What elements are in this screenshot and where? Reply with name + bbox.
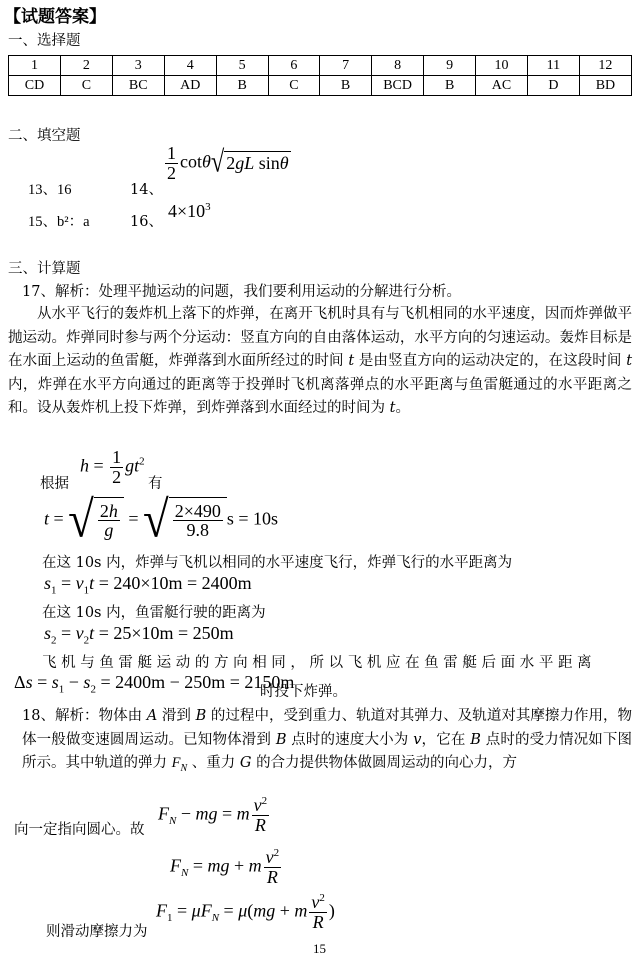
q18-text-friction: 则滑动摩擦力为 [46,924,148,940]
question-number-cell: 12 [579,56,631,76]
question-number-cell: 11 [528,56,580,76]
answer-cell: AC [475,76,527,96]
answer-cell: B [424,76,476,96]
answer-14-formula: $\frac{1}{2}$ cotθ √ 2 gL sin θ [167,143,289,183]
page-number: 15 [313,941,326,956]
q17-text-4: 飞 机 与 鱼 雷 艇 运 动 的 方 向 相 同 ， 所 以 飞 机 应 在 鱼 雷 艇 后 面 水 平 距 离 [42,655,592,671]
answer-cell: BCD [371,76,423,96]
question-number-cell: 3 [112,56,164,76]
equation-s1: $s_1 = v_1t = 240\times 10m = 2400m$ [44,573,252,597]
q18-paragraph: 18、解析：物体由 A 滑到 B 的过程中，受到重力、轨道对其弹力、及轨道对其摩擦力作用，物体一般做变速圆周运动。已知物体滑到 B 点时的速度大小为 v，它在 B 点时的受力情况如下图所示。其中轨道的弹力 $F_N$ 、重力 G 的合力提供物体做圆周运动的向心力，方 [22,708,633,774]
equation-s2: $s_2 = v_2t = 25\times 10m = 250m$ [44,623,234,647]
answer-16-formula: $4\times 10^3$ [168,201,211,221]
question-number-cell: 10 [475,56,527,76]
answer-cell: C [61,76,113,96]
answer-14-label: 14、 [130,182,163,198]
equation-fn-minus-mg: $F_N$ − mg = m $\frac{v^2}{R}$ [158,795,268,835]
question-number-cell: 7 [320,56,372,76]
section-title-fill: 二、填空题 [8,128,81,144]
label-genju: 根据 [40,476,69,492]
equation-friction: $F_1 = \mu F_N = \mu(mg + m$ $\frac{v^2}{R}$ ) [156,892,335,932]
answer-cell: AD [164,76,216,96]
answer-16-label: 16、 [130,214,163,230]
question-number-cell: 4 [164,56,216,76]
question-number-cell: 5 [216,56,268,76]
answer-cell: C [268,76,320,96]
question-number-cell: 1 [9,56,61,76]
label-you: 有 [148,476,163,492]
q17-text-3: 在这 10s 内，鱼雷艇行驶的距离为 [42,605,266,621]
answer-cell: B [216,76,268,96]
equation-fn: $F_N$ = mg + m $\frac{v^2}{R}$ [170,847,280,887]
answer-cell: CD [9,76,61,96]
section-title-choice: 一、选择题 [8,33,81,49]
question-number-cell: 8 [371,56,423,76]
answer-cell: BC [112,76,164,96]
answer-table-number-row [9,56,632,76]
answer-cell: BD [579,76,631,96]
answer-cell: B [320,76,372,96]
q17-intro: 17、解析：处理平抛运动的问题，我们要利用运动的分解进行分析。 [22,284,461,300]
q17-text-2: 在这 10s 内，炸弹与飞机以相同的水平速度飞行，炸弹飞行的水平距离为 [42,555,513,571]
answer-13: 13、16 [28,182,72,198]
question-number-cell: 2 [61,56,113,76]
question-number-cell: 9 [424,56,476,76]
answer-table-answer-row [9,76,632,96]
question-number-cell: 6 [268,56,320,76]
equation-delta-s: $\Delta s = s_1 - s_2 = 2400m - 250m = 2150m$ [14,672,295,696]
equation-h: h = $\frac{1}{2}$ $gt^2$ [80,447,145,487]
answer-table [8,55,632,96]
answer-15: 15、b²：a [28,214,90,230]
equation-t: t = √ $\frac{2h}{g}$ = √ $\frac{2\times 490}{9.8}$ s = 10s [44,491,279,549]
q18-text-direction: 向一定指向圆心。故 [14,822,145,838]
answer-cell: D [528,76,580,96]
q17-paragraph: 从水平飞行的轰炸机上落下的炸弹，在离开飞机时具有与飞机相同的水平速度，因而炸弹做平抛运动。炸弹同时参与两个分运动：竖直方向的自由落体运动，水平方向的匀速运动。轰炸目标是在水面上运动的鱼雷艇，炸弹落到水面所经过的时间 t 是由竖直方向的运动决定的，在这段时间 t 内，炸弹在水平方向通过的距离等于投弹时飞机离落弹点的水平距离与鱼雷艇通过的水平距离之和。设从轰炸机上投下炸弹，到炸弹落到水面经过的时间为 t。 [8,306,633,416]
section-title-calc: 三、计算题 [8,261,81,277]
q17-text-4-tail: 时投下炸弹。 [260,684,347,700]
page-title: 【试题答案】 [4,7,106,27]
